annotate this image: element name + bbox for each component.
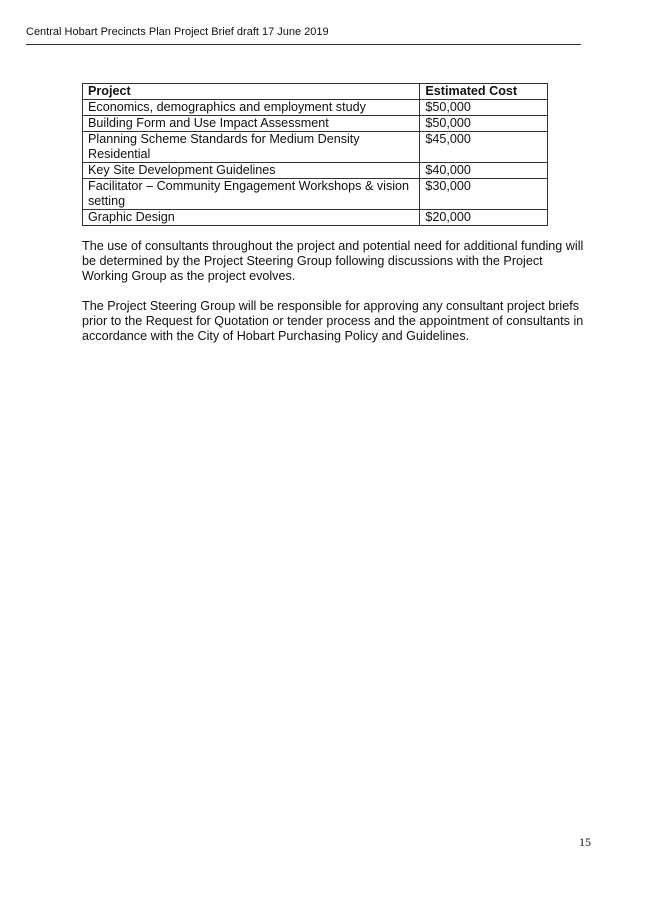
project-cell: Building Form and Use Impact Assessment <box>83 116 420 132</box>
body-paragraph-steering-group: The Project Steering Group will be responsible for approving any consultant project briefs prior to the Request for Quotation or tender process and the appointment of consultants in accordance with the City of Hobart Purchasing Policy and Guidelines. <box>82 299 584 343</box>
table-row <box>83 163 548 179</box>
body-paragraph-consultants: The use of consultants throughout the project and potential need for additional funding will be determined by the Project Steering Group following discussions with the Project Working Group as the project evolves. <box>82 239 584 283</box>
table-header-row <box>83 84 548 100</box>
cost-cell: $30,000 <box>420 179 548 210</box>
table-row <box>83 116 548 132</box>
cost-cell: $50,000 <box>420 116 548 132</box>
project-cell: Facilitator – Community Engagement Workshops & vision setting <box>83 179 420 210</box>
table-row <box>83 179 548 210</box>
project-cell: Key Site Development Guidelines <box>83 163 420 179</box>
cost-cell: $40,000 <box>420 163 548 179</box>
project-cell: Planning Scheme Standards for Medium Density Residential <box>83 132 420 163</box>
project-cell: Economics, demographics and employment study <box>83 100 420 116</box>
table-row <box>83 100 548 116</box>
table-row <box>83 210 548 226</box>
column-header-estimated-cost: Estimated Cost <box>420 84 548 100</box>
document-title: Central Hobart Precincts Plan Project Brief draft 17 June 2019 <box>26 26 329 38</box>
cost-cell: $45,000 <box>420 132 548 163</box>
estimated-cost-table <box>82 83 548 226</box>
cost-cell: $20,000 <box>420 210 548 226</box>
project-cell: Graphic Design <box>83 210 420 226</box>
header-divider <box>26 44 581 45</box>
table-row <box>83 132 548 163</box>
column-header-project: Project <box>83 84 420 100</box>
page-number: 15 <box>579 835 591 849</box>
cost-cell: $50,000 <box>420 100 548 116</box>
